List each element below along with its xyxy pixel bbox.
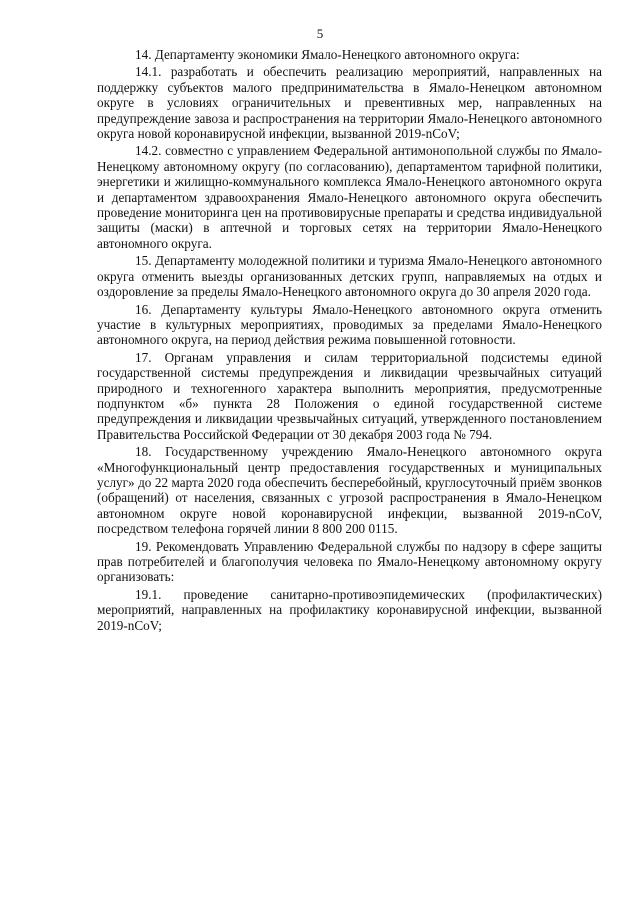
paragraph-17: 17. Органам управления и силам территориальной подсистемы единой государственной системы предупреждения и ликвидации чрезвычайных ситуаций природного и техногенного характера выполнить мероприятия, предусмотренные подпунктом «б» пункта 28 Положения о единой государственной системе предупреждения и ликвидации чрезвычайных ситуаций, утвержденного постановлением Правительства Российской Федерации от 30 декабря 2003 года № 794.	[97, 349, 602, 442]
paragraph-14-2: 14.2. совместно с управлением Федеральной антимонопольной службы по Ямало-Ненецкому автономному округу (по согласованию), департаментом тарифной политики, энергетики и жилищно-коммунального комплекса Ямало-Ненецкого автономного округа и департаментом здравоохранения Ямало-Ненецкого автономного округа обеспечить проведение мониторинга цен на противовирусные препараты и средства индивидуальной защиты (маски) в аптечной и торговых сетях на территории Ямало-Ненецкого автономного округа.	[97, 143, 602, 251]
paragraph-15: 15. Департаменту молодежной политики и туризма Ямало-Ненецкого автономного округа отменить выезды организованных детских групп, направляемых на отдых и оздоровление за пределы Ямало-Ненецкого автономного округа до 30 апреля 2020 года.	[97, 253, 602, 300]
paragraph-19: 19. Рекомендовать Управлению Федеральной службы по надзору в сфере защиты прав потребителей и благополучия человека по Ямало-Ненецкому автономному округу организовать:	[97, 538, 602, 585]
document-body	[97, 47, 602, 635]
page-number: 5	[316, 26, 324, 41]
paragraph-14: 14. Департаменту экономики Ямало-Ненецкого автономного округа:	[135, 47, 520, 62]
paragraph-16: 16. Департаменту культуры Ямало-Ненецкого автономного округа отменить участие в культурных мероприятиях, проводимых за пределами Ямало-Ненецкого автономного округа, на период действия режима повышенной готовности.	[97, 301, 602, 348]
paragraph-19-1: 19.1. проведение санитарно-противоэпидемических (профилактических) мероприятий, направленных на профилактику коронавирусной инфекции, вызванной 2019-nCoV;	[97, 586, 602, 633]
paragraph-18: 18. Государственному учреждению Ямало-Ненецкого автономного округа «Многофункциональный центр предоставления государственных и муниципальных услуг» до 22 марта 2020 года обеспечить бесперебойный, круглосуточный приём звонков (обращений) от населения, связанных с угрозой распространения в Ямало-Ненецком автономном округе новой коронавирусной инфекции, вызванной 2019-nCoV, посредством телефона горячей линии 8 800 200 0115.	[97, 444, 602, 537]
paragraph-14-1: 14.1. разработать и обеспечить реализацию мероприятий, направленных на поддержку субъектов малого предпринимательства в Ямало-Ненецком автономном округе в условиях ограничительных и превентивных мер, направленных на предупреждение завоза и распространения на территории Ямало-Ненецкого автономного округа новой коронавирусной инфекции, вызванной 2019-nCoV;	[97, 64, 602, 142]
